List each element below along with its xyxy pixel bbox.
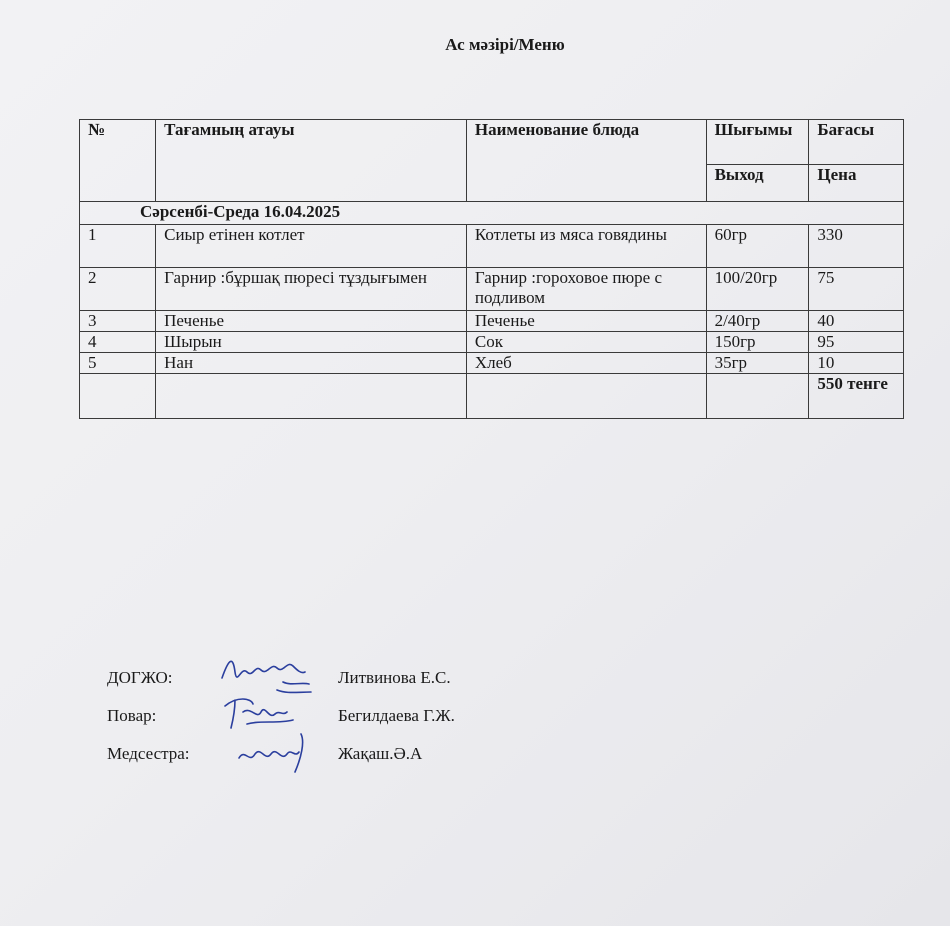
header-output-ru: Выход <box>706 165 809 202</box>
signature-name: Жақаш.Ә.А <box>338 744 423 763</box>
row-num: 2 <box>80 268 156 311</box>
header-price-kk: Бағасы <box>809 120 904 165</box>
row-num: 1 <box>80 225 156 268</box>
row-name-kk: Печенье <box>156 311 467 332</box>
row-name-kk: Шырын <box>156 332 467 353</box>
signature-role: Медсестра: <box>107 744 190 763</box>
total-empty-output <box>706 374 809 419</box>
row-output: 100/20гр <box>706 268 809 311</box>
header-output-kk: Шығымы <box>706 120 809 165</box>
row-price: 95 <box>809 332 904 353</box>
bleed-through-title <box>428 85 432 102</box>
signature-role: ДОГЖО: <box>107 668 173 687</box>
row-num: 5 <box>80 353 156 374</box>
header-name-kk: Тағамның атауы <box>156 120 467 202</box>
day-row <box>80 202 904 225</box>
table-row <box>80 268 904 311</box>
row-name-kk: Нан <box>156 353 467 374</box>
header-price-ru: Цена <box>809 165 904 202</box>
row-price: 75 <box>809 268 904 311</box>
table-row <box>80 353 904 374</box>
row-name-ru: Гарнир :гороховое пюре с подливом <box>466 268 706 311</box>
row-name-ru: Сок <box>466 332 706 353</box>
table-row <box>80 225 904 268</box>
table-header-row <box>80 120 904 165</box>
row-price: 40 <box>809 311 904 332</box>
table-row <box>80 332 904 353</box>
row-price: 330 <box>809 225 904 268</box>
signature-role: Повар: <box>107 706 157 725</box>
total-row <box>80 374 904 419</box>
menu-table <box>79 119 904 419</box>
row-output: 2/40гр <box>706 311 809 332</box>
table-row <box>80 311 904 332</box>
row-name-ru: Хлеб <box>466 353 706 374</box>
total-empty-kk <box>156 374 467 419</box>
row-name-kk: Гарнир :бұршақ пюресі тұздығымен <box>156 268 467 311</box>
total-empty-ru <box>466 374 706 419</box>
day-label: Сәрсенбі-Среда 16.04.2025 <box>80 202 904 225</box>
total-price: 550 тенге <box>809 374 904 419</box>
signature-name: Литвинова Е.С. <box>338 668 451 687</box>
row-num: 3 <box>80 311 156 332</box>
row-output: 60гр <box>706 225 809 268</box>
header-name-ru: Наименование блюда <box>466 120 706 202</box>
header-num: № <box>80 120 156 202</box>
signature-scribble-icon <box>217 728 327 776</box>
row-price: 10 <box>809 353 904 374</box>
signature-name: Бегилдаева Г.Ж. <box>338 706 455 725</box>
row-num: 4 <box>80 332 156 353</box>
row-output: 35гр <box>706 353 809 374</box>
row-output: 150гр <box>706 332 809 353</box>
row-name-kk: Сиыр етінен котлет <box>156 225 467 268</box>
row-name-ru: Котлеты из мяса говядины <box>466 225 706 268</box>
page-title: Ас мәзірі/Меню <box>445 35 565 54</box>
row-name-ru: Печенье <box>466 311 706 332</box>
total-empty-num <box>80 374 156 419</box>
